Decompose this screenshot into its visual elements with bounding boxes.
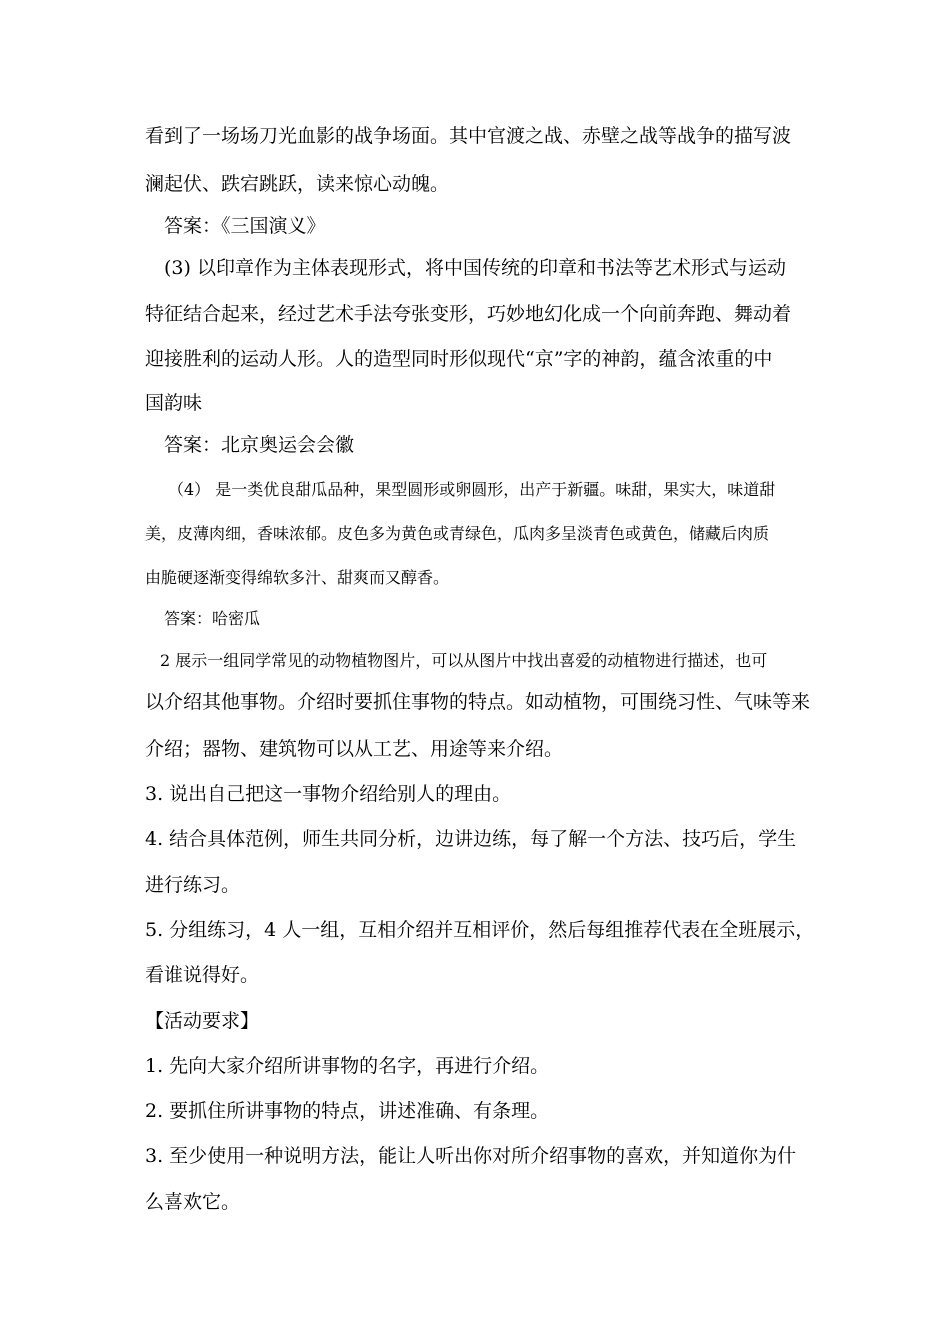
text-line: 由脆硬逐渐变得绵软多汁、甜爽而又醇香。 xyxy=(145,568,450,587)
answer-line: 答案：哈密瓜 xyxy=(164,609,261,628)
text-line: 看到了一场场刀光血影的战争场面。其中官渡之战、赤壁之战等战争的描写波 xyxy=(145,125,792,147)
text-line: 澜起伏、跌宕跳跃，读来惊心动魄。 xyxy=(145,173,450,195)
text-line: 5. 分组练习，4 人一组，互相介绍并互相评价，然后每组推荐代表在全班展示， xyxy=(145,919,815,941)
text-line: 看谁说得好。 xyxy=(145,964,260,986)
text-line: 2 展示一组同学常见的动物植物图片，可以从图片中找出喜爱的动植物进行描述，也可 xyxy=(160,651,768,670)
text-line: 4. 结合具体范例，师生共同分析，边讲边练，每了解一个方法、技巧后，学生 xyxy=(145,828,797,850)
text-line: 么喜欢它。 xyxy=(145,1191,241,1213)
text-line: （4） 是一类优良甜瓜品种，果型圆形或卵圆形，出产于新疆。味甜，果实大，味道甜 xyxy=(168,480,776,499)
text-line: 国韵味 xyxy=(145,392,203,414)
text-line: (3) 以印章作为主体表现形式，将中国传统的印章和书法等艺术形式与运动 xyxy=(164,257,786,279)
text-line: 1. 先向大家介绍所讲事物的名字，再进行介绍。 xyxy=(145,1055,550,1077)
text-line: 3. 至少使用一种说明方法，能让人听出你对所介绍事物的喜欢，并知道你为什 xyxy=(145,1145,797,1167)
text-line: 特征结合起来，经过艺术手法夸张变形，巧妙地幻化成一个向前奔跑、舞动着 xyxy=(145,303,792,325)
text-line: 以介绍其他事物。介绍时要抓住事物的特点。如动植物，可围绕习性、气味等来 xyxy=(145,691,811,713)
answer-line: 答案：《三国演义》 xyxy=(164,215,326,237)
section-heading: 【活动要求】 xyxy=(145,1010,260,1032)
text-line: 介绍；器物、建筑物可以从工艺、用途等来介绍。 xyxy=(145,738,564,760)
text-line: 美，皮薄肉细，香味浓郁。皮色多为黄色或青绿色，瓜肉多呈淡青色或黄色，储藏后肉质 xyxy=(145,524,770,543)
text-line: 迎接胜利的运动人形。人的造型同时形似现代“京”字的神韵，蕴含浓重的中 xyxy=(145,348,773,370)
text-line: 进行练习。 xyxy=(145,874,241,896)
answer-line: 答案：北京奥运会会徽 xyxy=(164,434,355,456)
text-line: 2. 要抓住所讲事物的特点，讲述准确、有条理。 xyxy=(145,1100,550,1122)
text-line: 3. 说出自己把这一事物介绍给别人的理由。 xyxy=(145,783,512,805)
